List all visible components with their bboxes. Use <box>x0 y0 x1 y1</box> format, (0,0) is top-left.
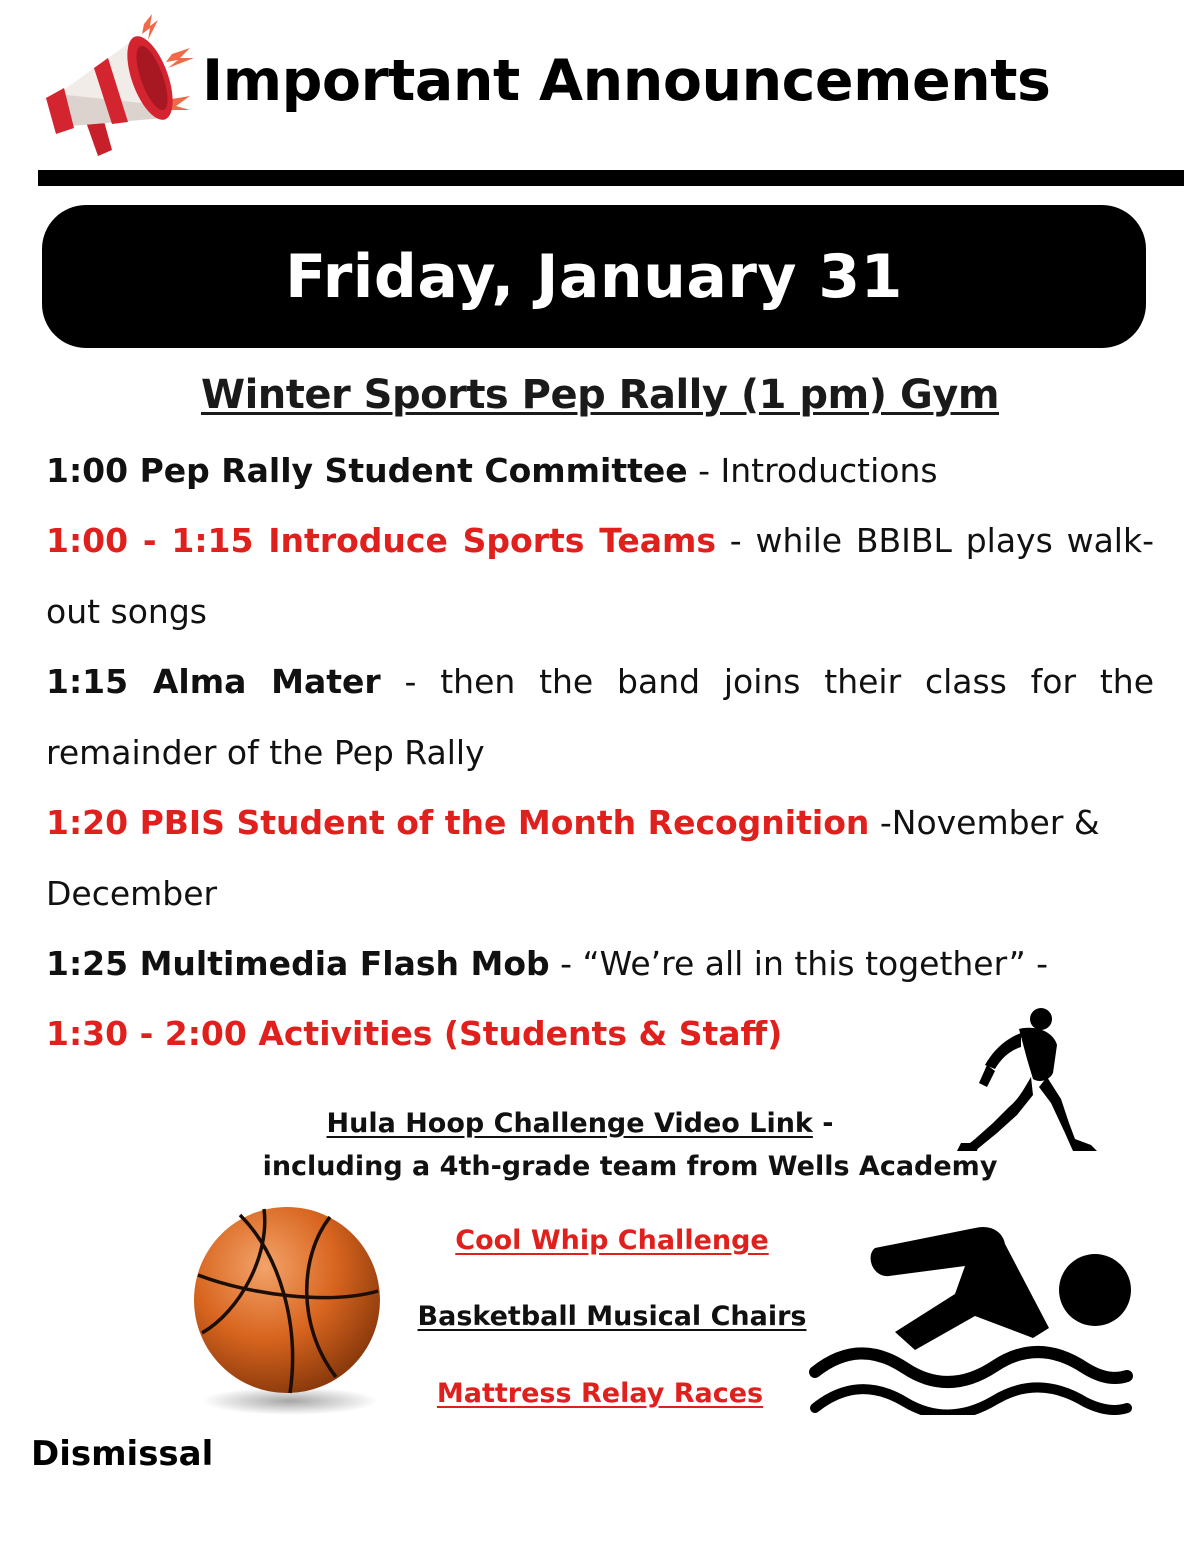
schedule-item-title: 1:30 - 2:00 Activities (Students & Staff) <box>46 1014 783 1053</box>
event-heading <box>0 372 1200 418</box>
date-text: Friday, January 31 <box>285 241 903 312</box>
event-heading-text: Winter Sports Pep Rally (1 pm) Gym <box>200 372 1000 418</box>
schedule-item-title: 1:00 Pep Rally Student Committee <box>46 451 688 490</box>
schedule-item-detail: - then the band joins their class for the remainder of the Pep Rally <box>46 662 1154 772</box>
date-banner <box>42 205 1146 348</box>
schedule-item-sports-teams <box>46 506 1154 647</box>
megaphone-icon <box>40 10 200 160</box>
swimmer-icon <box>805 1220 1135 1415</box>
musical-chairs-link[interactable]: Basketball Musical Chairs <box>417 1301 807 1332</box>
schedule-item-detail: - “We’re all in this together” - <box>549 944 1049 983</box>
wrestler-icon <box>935 1003 1105 1153</box>
mattress-relay-link[interactable]: Mattress Relay Races <box>436 1378 764 1409</box>
schedule-item-title: 1:00 - 1:15 Introduce Sports Teams <box>46 521 716 560</box>
schedule-item-title: 1:25 Multimedia Flash Mob <box>46 944 550 983</box>
hula-hoop-suffix: - <box>812 1108 834 1139</box>
schedule-item-detail: -November & December <box>46 803 1100 913</box>
schedule-item-title: 1:20 PBIS Student of the Month Recognition <box>46 803 870 842</box>
page-title: Important Announcements <box>202 48 1051 114</box>
hula-hoop-link[interactable]: Hula Hoop Challenge Video Link <box>326 1108 813 1139</box>
basketball-icon <box>180 1195 395 1420</box>
schedule-item-title: 1:15 Alma Mater <box>46 662 381 701</box>
schedule-item-pbis <box>46 788 1154 929</box>
schedule-item-detail: - Introductions <box>687 451 938 490</box>
schedule-item-alma-mater <box>46 647 1154 788</box>
header-divider <box>38 170 1184 186</box>
schedule-item-committee <box>46 436 1154 507</box>
schedule-item-detail: - while BBIBL plays walk-out songs <box>46 521 1154 631</box>
hula-hoop-note: including a 4th-grade team from Wells Academy <box>262 1151 998 1182</box>
schedule-item-flash-mob <box>46 929 1154 1000</box>
cool-whip-link[interactable]: Cool Whip Challenge <box>455 1225 769 1256</box>
dismissal-text: Dismissal <box>31 1434 214 1474</box>
